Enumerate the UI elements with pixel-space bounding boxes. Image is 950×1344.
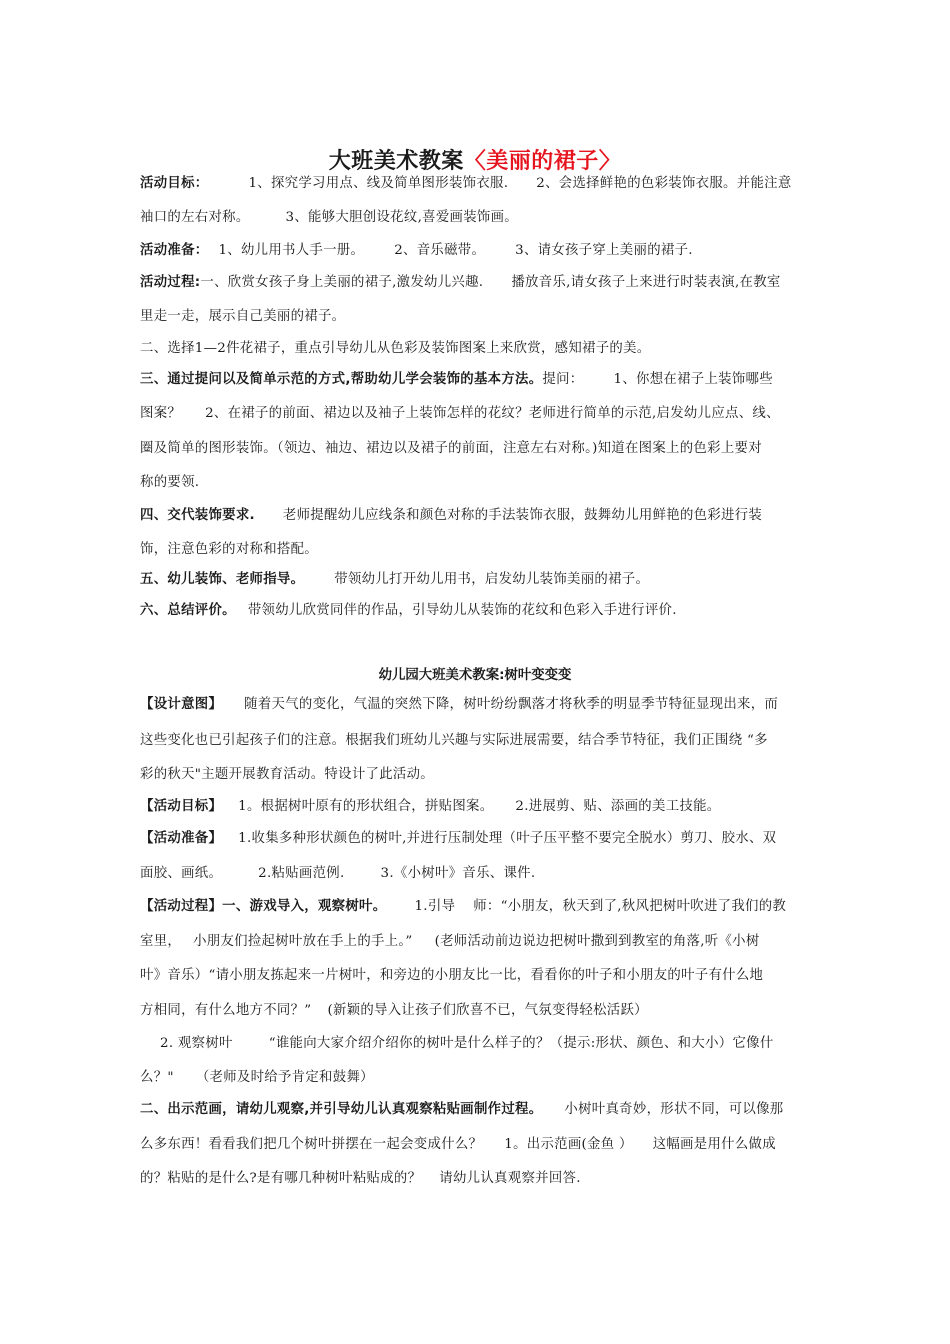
doc2-proc-1h: (新颖的导入让孩子们欣喜不已，气氛变得轻松活跃）	[327, 1003, 648, 1018]
doc1-proc-label: 活动过程:	[140, 275, 201, 290]
doc2-prep-2: 2.粘贴画范例.	[258, 866, 345, 881]
doc2-goal-label: 【活动目标】	[140, 799, 223, 814]
doc2-proc-2-line2	[140, 1068, 820, 1088]
doc1-goal-line2	[140, 208, 820, 228]
doc2-proc-3-line3	[140, 1169, 820, 1189]
doc1-proc-6-bold: 六、总结评价。	[140, 603, 236, 618]
doc2-proc-1b: 师：“小朋友，秋天到了,秋风把树叶吹进了我们的教	[473, 899, 787, 914]
doc1-proc-3a: 提问：	[542, 372, 584, 387]
doc2-proc-3d: 这幅画是用什么做成	[652, 1137, 776, 1152]
doc1-title-main: 大班美术教案	[328, 149, 464, 174]
doc2-proc-3-bold: 二、出示范画，请幼儿观察,并引导幼儿认真观察粘贴画制作过程。	[140, 1102, 543, 1117]
doc1-proc-4a: 老师提醒幼儿应线条和颜色对称的手法装饰衣服，鼓舞幼儿用鲜艳的色彩进行装	[282, 508, 763, 523]
doc1-goal-2: 2、会选择鲜艳的色彩装饰衣服。并能注意	[536, 176, 792, 191]
doc2-prep-1b: 面胶、画纸。	[140, 866, 223, 881]
doc2-goal-1: 1。根据树叶原有的形状组合，拼贴图案。	[238, 799, 494, 814]
doc2-proc-3a: 小树叶真奇妙，形状不同，可以像那	[564, 1102, 784, 1117]
doc2-proc-label: 【活动过程】一、游戏导入，观察树叶。	[140, 899, 387, 914]
doc2-proc-2a: 2. 观察树叶	[160, 1036, 233, 1051]
doc2-proc-2c: 么？"	[140, 1070, 174, 1085]
doc2-design-line1	[140, 695, 820, 715]
doc1-proc-5a: 带领幼儿打开幼儿用书，启发幼儿装饰美丽的裙子。	[334, 572, 650, 587]
doc1-proc-line1	[140, 273, 820, 293]
doc2-design-label: 【设计意图】	[140, 697, 223, 712]
doc1-prep-1: 1、幼儿用书人手一册。	[218, 243, 365, 258]
doc1-proc-3-line4: 称的要领.	[140, 475, 200, 490]
doc1-proc-4-bold: 四、交代装饰要求.	[140, 508, 255, 523]
doc2-proc-line2	[140, 932, 820, 952]
doc1-goal-1: 1、探究学习用点、线及简单图形装饰衣服.	[248, 176, 509, 191]
doc1-proc-3d: 2、在裙子的前面、裙边以及袖子上装饰怎样的花纹？老师进行简单的示范,启发幼儿应点、线、	[205, 406, 780, 421]
doc1-proc-6a: 带领幼儿欣赏同伴的作品，引导幼儿从装饰的花纹和色彩入手进行评价.	[247, 603, 677, 618]
doc1-proc-5-bold: 五、幼儿装饰、老师指导。	[140, 572, 305, 587]
doc2-title: 幼儿园大班美术教案:树叶变变变	[378, 668, 572, 683]
doc1-proc-3b: 1、你想在裙子上装饰哪些	[613, 372, 773, 387]
doc2-goal-2: 2.进展剪、贴、添画的美工技能。	[515, 799, 721, 814]
doc1-proc-2: 二、选择1—2件花裙子，重点引导幼儿从色彩及装饰图案上来欣赏，感知裙子的美。	[140, 341, 651, 356]
doc2-proc-1c: 室里，	[140, 934, 182, 949]
doc2-proc-line1	[140, 897, 820, 917]
doc1-proc-3-line1	[140, 370, 820, 390]
doc2-design-line2: 这些变化也已引起孩子们的注意。根据我们班幼儿兴趣与实际进展需要，结合季节特征，我们正围绕 “多	[140, 733, 768, 748]
doc1-proc-3-line2	[140, 404, 820, 424]
doc2-proc-2b: “谁能向大家介绍介绍你的树叶是什么样子的？（提示:形状、颜色、和大小）它像什	[268, 1036, 774, 1051]
doc2-proc-2d: （老师及时给予肯定和鼓舞）	[195, 1070, 374, 1085]
doc2-proc-1g: 方相同，有什么地方不同？”	[140, 1003, 312, 1018]
doc1-goal-label: 活动目标：	[140, 176, 209, 191]
doc2-prep-label: 【活动准备】	[140, 831, 223, 846]
doc2-proc-line3: 叶》音乐）“请小朋友拣起来一片树叶，和旁边的小朋友比一比，看看你的叶子和小朋友的叶子有什么地	[140, 968, 764, 983]
doc2-goal-line	[140, 797, 820, 817]
doc1-proc-line2: 里走一走，展示自己美丽的裙子。	[140, 309, 346, 324]
doc2-proc-3-line1	[140, 1100, 820, 1120]
doc1-proc-1: 一、欣赏女孩子身上美丽的裙子,激发幼儿兴趣.	[200, 275, 484, 290]
doc1-title-red: 〈美丽的裙子〉	[463, 149, 622, 174]
doc1-proc-4-line2: 饰，注意色彩的对称和搭配。	[140, 542, 318, 557]
doc1-proc-6	[140, 601, 820, 621]
doc2-prep-line2	[140, 864, 820, 884]
doc1-prep-2: 2、音乐磁带。	[394, 243, 486, 258]
doc1-proc-3-bold: 三、通过提问以及简单示范的方式,帮助幼儿学会装饰的基本方法。	[140, 372, 543, 387]
doc1-proc-3-line3: 圈及简单的图形装饰。（领边、袖边、裙边以及裙子的前面，注意左右对称。)知道在图案上的色彩上要对	[140, 441, 762, 456]
doc1-goal-3: 3、能够大胆创设花纹,喜爱画装饰画。	[285, 210, 518, 225]
doc2-proc-line4	[140, 1001, 820, 1021]
doc2-proc-3-line2	[140, 1135, 820, 1155]
doc2-design-1: 随着天气的变化，气温的突然下降，树叶纷纷飘落才将秋季的明显季节特征显现出来，而	[244, 697, 779, 712]
doc1-prep-3: 3、请女孩子穿上美丽的裙子.	[515, 243, 693, 258]
doc1-proc-1b: 播放音乐,请女孩子上来进行时装表演,在教室	[511, 275, 781, 290]
doc1-title	[0, 144, 950, 175]
doc2-proc-2-line1	[140, 1034, 820, 1054]
doc2-proc-3c: 1。出示范画(金鱼 ）	[504, 1137, 633, 1152]
doc1-proc-5	[140, 570, 820, 590]
doc2-proc-3e: 的？粘贴的是什么?是有哪几种树叶粘贴成的？	[140, 1171, 422, 1186]
doc2-proc-1d: 小朋友们捡起树叶放在手上的手上。”	[193, 934, 413, 949]
doc2-prep-line1	[140, 829, 820, 849]
doc2-proc-3f: 请幼儿认真观察并回答.	[439, 1171, 581, 1186]
doc2-proc-1a: 1.引导	[414, 899, 456, 914]
doc2-proc-3b: 么多东西！看看我们把几个树叶拼摆在一起会变成什么？	[140, 1137, 483, 1152]
doc2-prep-1: 1.收集多种形状颜色的树叶,并进行压制处理（叶子压平整不要完全脱水）剪刀、胶水、双	[238, 831, 777, 846]
doc1-prep-line	[140, 241, 820, 261]
doc2-prep-3: 3.《小树叶》音乐、课件.	[380, 866, 536, 881]
doc1-proc-4-line1	[140, 506, 820, 526]
doc2-proc-1e: (老师活动前边说边把树叶撒到到教室的角落,听《小树	[434, 934, 760, 949]
doc1-proc-3c: 图案？	[140, 406, 182, 421]
doc1-goal-2b: 袖口的左右对称。	[140, 210, 250, 225]
doc1-goal-line1	[140, 174, 820, 194]
doc2-design-line3: 彩的秋天"主题开展教育活动。特设计了此活动。	[140, 767, 434, 782]
doc1-prep-label: 活动准备：	[140, 243, 209, 258]
